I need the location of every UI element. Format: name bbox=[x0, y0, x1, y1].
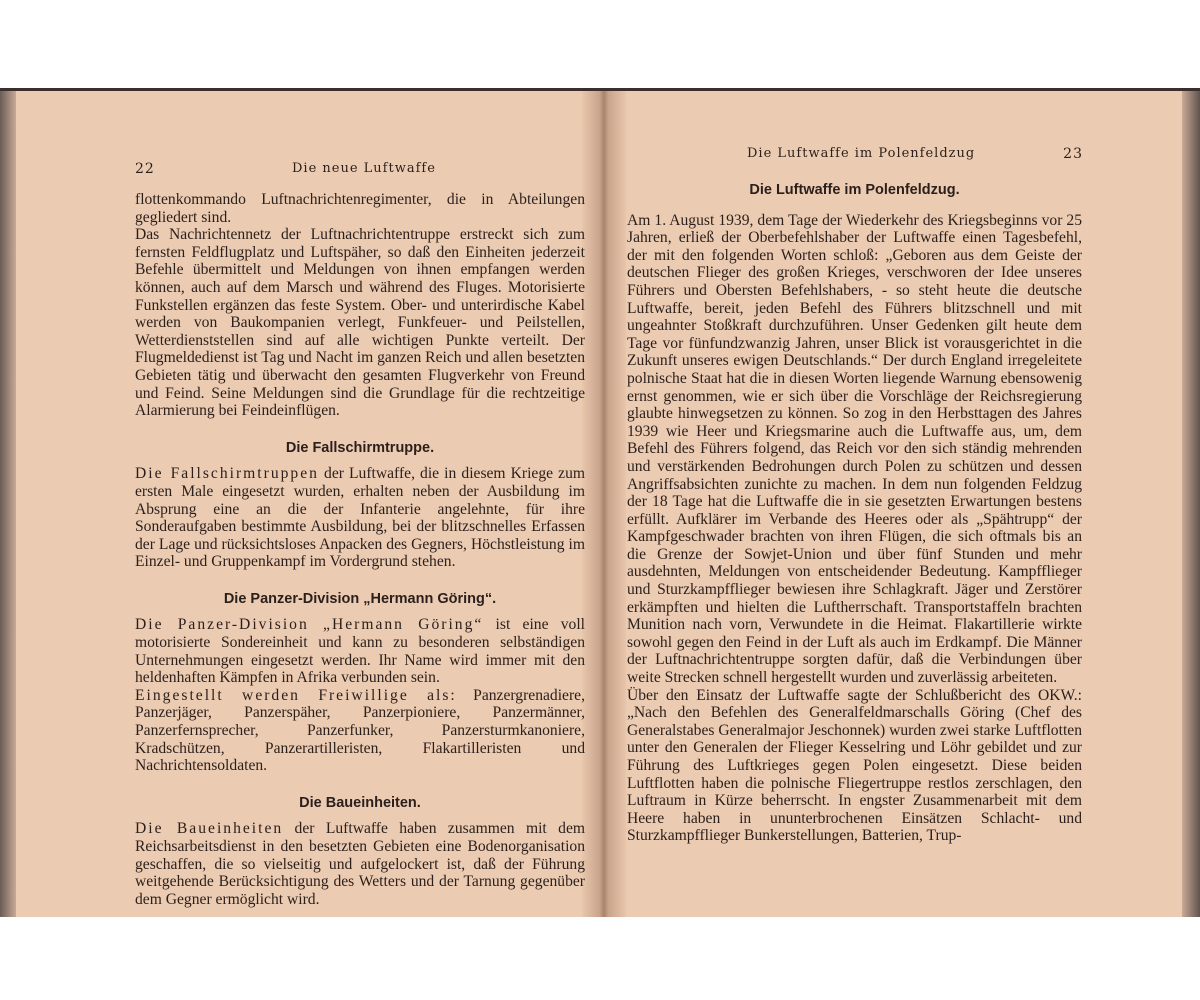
spaced-lead: Eingestellt werden Freiwillige als: bbox=[135, 686, 457, 704]
book-gutter bbox=[582, 91, 626, 917]
paragraph: flottenkommando Luftnachrichtenregimenter, die in Abteilungen gegliedert sind. bbox=[135, 191, 585, 226]
right-page-body bbox=[627, 182, 1082, 845]
section-heading: Die Luftwaffe im Polenfeldzug. bbox=[749, 182, 960, 198]
spaced-lead: Die Fallschirmtruppen bbox=[135, 465, 319, 483]
left-page bbox=[135, 161, 585, 908]
spaced-lead: Die Panzer-Division „Hermann Göring“ bbox=[135, 616, 484, 634]
book-edge-right bbox=[1182, 91, 1200, 917]
paragraph-text: ist eine voll motorisierte Sondereinheit und kann zu besonderen selbständigen Unternehmungen eingesetzt werden. Ihr Name wird immer mit den heldenhaften Kämpfen in Afrika verbunden sein. bbox=[135, 616, 585, 687]
paragraph bbox=[135, 616, 585, 686]
paragraph-text: der Luftwaffe, die in diesem Kriege zum ersten Male eingesetzt wurden, erhalten neben der Ausbildung im Absprung eine an die der Infanterie angelehnte, für ihre Sonderaufgaben bestimmte Ausbildung, bei der blitzschnelles Erfassen der Lage und rücksichtsloses Anpacken des Gegners, Höchstleistung im Einzel- und Gruppenkampf im Vordergrund stehen. bbox=[135, 465, 585, 571]
spaced-lead: Die Baueinheiten bbox=[135, 820, 284, 838]
left-page-body bbox=[135, 191, 585, 908]
paragraph: Über den Einsatz der Luftwaffe sagte der Schlußbericht des OKW.: „Nach den Befehlen des Generalfeldmarschalls Göring (Chef des Generalstabes Generalmajor Jeschonnek) wurden zwei starke Luftflotten unter den Generalen der Flieger Kesselring und Löhr gebildet und zur Führung des Luftkrieges gegen Polen eingesetzt. Diese beiden Luftflotten haben die polnische Fliegertruppe restlos zerschlagen, den Luftraum in Kürze beherrscht. In engster Zusammenarbeit mit dem Heere haben in ununterbrochenen Einsätzen Schlacht- und Sturzkampfflieger Bunkerstellungen, Batterien, Trup- bbox=[627, 686, 1082, 845]
running-title: Die neue Luftwaffe bbox=[292, 161, 436, 176]
book-edge-left bbox=[0, 91, 16, 917]
paragraph-text: der Luftwaffe haben zusammen mit dem Reichsarbeitsdienst in den besetzten Gebieten eine Bodenorganisation geschaffen, die so vielseitig und aufgelockert ist, daß der Führung weitgehende Berücksichtigung des Wetters und der Tarnung gegenüber dem Gegner ermöglicht wird. bbox=[135, 820, 585, 908]
running-header bbox=[135, 161, 585, 191]
section-heading: Die Baueinheiten. bbox=[299, 794, 421, 811]
paragraph bbox=[135, 820, 585, 908]
paragraph: Am 1. August 1939, dem Tage der Wiederkehr des Kriegsbeginns vor 25 Jahren, erließ der Oberbefehlshaber der Luftwaffe einen Tagesbefehl, der mit den folgenden Worten schloß: „Geboren aus dem Geiste der deutschen Flieger des großen Krieges, verschworen der Idee unseres Führers und Obersten Befehlshabers, - so steht heute die deutsche Luftwaffe, bereit, jeden Befehl des Führers blitzschnell und mit ungeahnter Stoßkraft durchzuführen. Unser Gedenken gilt heute dem Tage vor fünfundzwanzig Jahren, unser Blick ist vorausgerichtet in die Zukunft unseres ewigen Deutschlands.“ Der durch England irregeleitete polnische Staat hat die in diesen Worten liegende Warnung ebensowenig ernst genommen, wie er sich über die Vorschläge der Reichsregierung glaubte hinwegsetzen zu können. So zog in den Herbsttagen des Jahres 1939 wie Heer und Kriegsmarine auch die Luftwaffe aus, um, dem Befehl des Führers folgend, das Reich vor den sich ständig mehrenden und verstärkenden Bedrohungen durch Polen zu schützen und dessen Angriffsabsichten zunichte zu machen. In dem nun folgenden Feldzug der 18 Tage hat die Luftwaffe die in sie gesetzten Erwartungen bestens erfüllt. Aufklärer im Verbande des Heeres oder als „Spähtrupp“ der Kampfgeschwader brachten von ihren Flügen, die sich oftmals bis an die Grenze der Sowjet-Union und über fünf Stunden und mehr ausdehnten, Meldungen von entscheidender Bedeutung. Kampfflieger und Sturzkampfflieger bewiesen ihre Schlagkraft. Jäger und Zerstörer erkämpften und hielten die Luftherrschaft. Transportstaffeln brachten Munition nach vorn, Verwundete in die Heimat. Flakartillerie wirkte sowohl gegen den Feind in der Luft als auch im Erdkampf. Die Männer der Luftnachrichtentruppe sorgten dafür, daß die Verbindungen über weite Strecken schnell hergestellt wurden und zuverlässig arbeiteten. bbox=[627, 211, 1082, 687]
right-page bbox=[627, 146, 1082, 845]
section-heading: Die Panzer-Division „Hermann Göring“. bbox=[223, 590, 497, 607]
paragraph bbox=[135, 687, 585, 775]
page-number: 23 bbox=[1063, 146, 1083, 162]
page-number: 22 bbox=[135, 161, 155, 177]
section-heading: Die Fallschirmtruppe. bbox=[285, 439, 435, 456]
paragraph-text: Panzergrenadiere, Panzerjäger, Panzerspäher, Panzerpioniere, Panzermänner, Panzerfernsprecher, Panzerfunker, Panzersturmkanoniere, Kradschützen, Panzerartilleristen, Flakartilleristen und Nachrichtensoldaten. bbox=[135, 686, 585, 775]
paragraph: Das Nachrichtennetz der Luftnachrichtentruppe erstreckt sich zum fernsten Feldflugplatz und Luftspäher, so daß den Einheiten jederzeit Befehle übermittelt und Meldungen von ihnen empfangen werden können, auch auf dem Marsch und während des Fluges. Motorisierte Funkstellen ergänzen das feste System. Ober- und unterirdische Kabel werden von Baukompanien verlegt, Funkfeuer- und Peilstellen, Wetterdienststellen sind auf alle wichtigen Punkte verteilt. Der Flugmeldedienst ist Tag und Nacht im ganzen Reich und allen besetzten Gebieten tätig und überwacht den gesamten Flugverkehr von Freund und Feind. Seine Meldungen sind die Grundlage für die rechtzeitige Alarmierung bei Feindeinflügen. bbox=[135, 226, 585, 420]
running-header bbox=[627, 146, 1082, 176]
paragraph bbox=[135, 465, 585, 571]
open-book bbox=[0, 88, 1200, 917]
running-title: Die Luftwaffe im Polenfeldzug bbox=[747, 146, 976, 161]
